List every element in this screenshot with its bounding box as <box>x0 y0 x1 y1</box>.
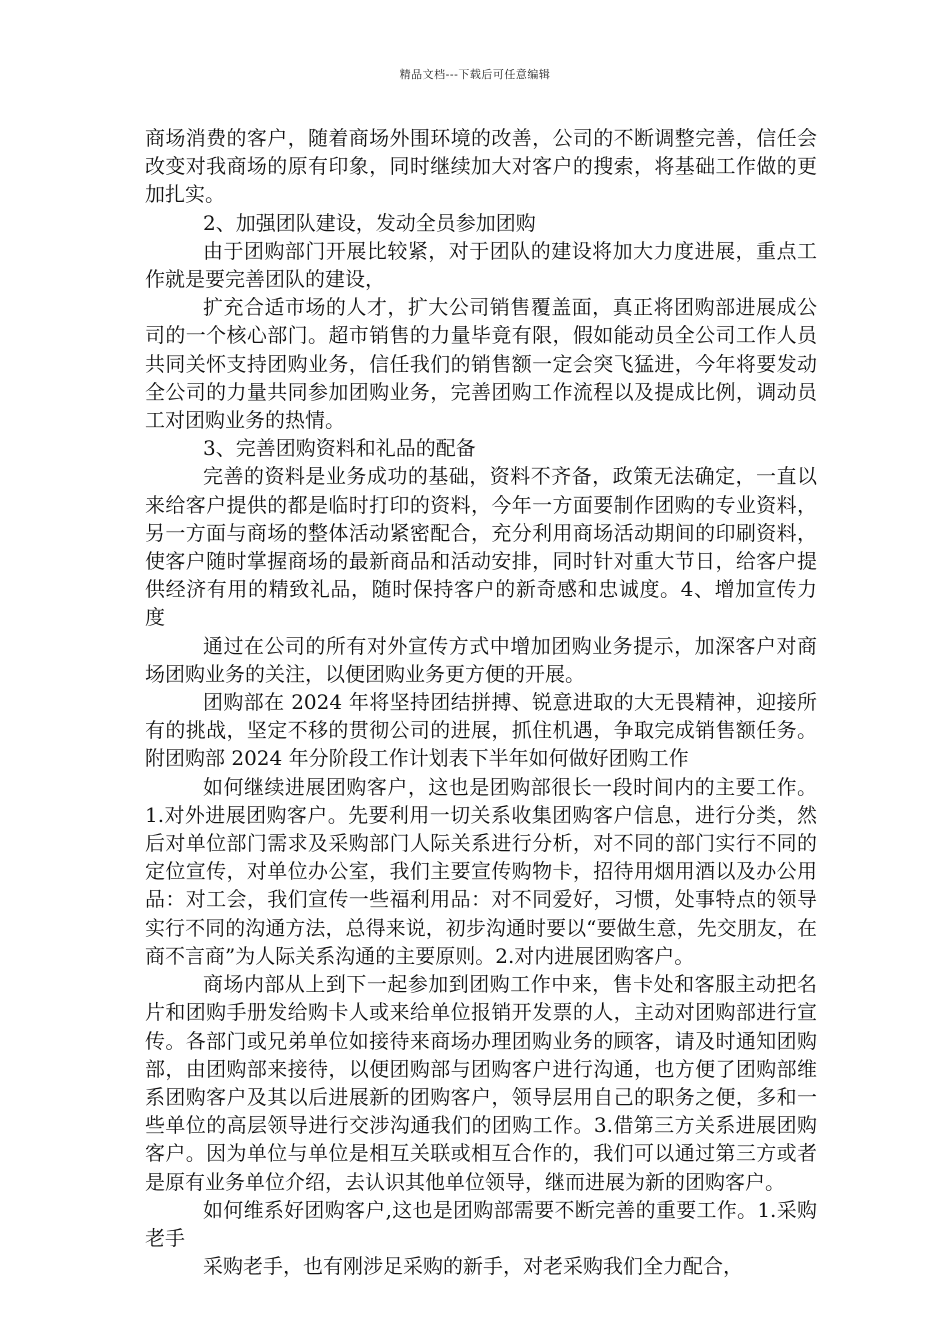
paragraph: 如何维系好团购客户,这也是团购部需要不断完善的重要工作。1.采购老手 <box>145 1197 817 1250</box>
paragraph: 扩充合适市场的人才，扩大公司销售覆盖面，真正将团购部进展成公司的一个核心部门。超市销售的力量毕竟有限，假如能动员全公司工作人员共同关怀支持团购业务，信任我们的销售额一定会突飞猛进，今年将要发动全公司的力量共同参加团购业务，完善团购工作流程以及提成比例，调动员工对团购业务的热情。 <box>145 295 817 433</box>
page-header: 精品文档---下载后可任意编辑 <box>399 68 551 81</box>
section-heading: 2、加强团队建设，发动全员参加团购 <box>203 210 536 235</box>
document-body <box>145 124 817 1280</box>
paragraph: 通过在公司的所有对外宣传方式中增加团购业务提示，加深客户对商场团购业务的关注，以便团购业务更方便的开展。 <box>145 633 817 686</box>
paragraph: 团购部在 2024 年将坚持团结拼搏、锐意进取的大无畏精神，迎接所有的挑战，坚定不移的贯彻公司的进展，抓住机遇，争取完成销售额任务。附团购部 2024 年分阶段工作计划表下半年如何做好团购工作 <box>145 690 817 771</box>
paragraph: 如何继续进展团购客户，这也是团购部很长一段时间内的主要工作。1.对外进展团购客户。先要利用一切关系收集团购客户信息，进行分类，然后对单位部门需求及采购部门人际关系进行分析，对不同的部门实行不同的定位宣传，对单位办公室，我们主要宣传购物卡，招待用烟用酒以及办公用品：对工会，我们宣传一些福利用品：对不同爱好，习惯，处事特点的领导实行不同的沟通方法，总得来说，初步沟通时要以“要做生意，先交朋友，在商不言商”为人际关系沟通的主要原则。2.对内进展团购客户。 <box>145 774 817 968</box>
paragraph: 完善的资料是业务成功的基础，资料不齐备，政策无法确定，一直以来给客户提供的都是临时打印的资料，今年一方面要制作团购的专业资料，另一方面与商场的整体活动紧密配合，充分利用商场活动期间的印刷资料，使客户随时掌握商场的最新商品和活动安排，同时针对重大节日，给客户提供经济有用的精致礼品，随时保持客户的新奇感和忠诚度。4、增加宣传力度 <box>145 464 817 630</box>
paragraph: 采购老手，也有刚涉足采购的新手，对老采购我们全力配合， <box>203 1254 743 1279</box>
paragraph: 由于团购部门开展比较紧，对于团队的建设将加大力度进展，重点工作就是要完善团队的建设， <box>145 238 817 292</box>
paragraph: 商场内部从上到下一起参加到团购工作中来，售卡处和客服主动把名片和团购手册发给购卡人或来给单位报销开发票的人，主动对团购部进行宣传。各部门或兄弟单位如接待来商场办理团购业务的顾客，请及时通知团购部，由团购部来接待，以便团购部与团购客户进行沟通，也方便了团购部维系团购客户及其以后进展新的团购客户，领导层用自己的职务之便，多和一些单位的高层领导进行交涉沟通我们的团购工作。3.借第三方关系进展团购客户。因为单位与单位是相互关联或相互合作的，我们可以通过第三方或者是原有业务单位介绍，去认识其他单位领导，继而进展为新的团购客户。 <box>145 972 817 1194</box>
paragraph: 商场消费的客户，随着商场外围环境的改善，公司的不断调整完善，信任会改变对我商场的原有印象，同时继续加大对客户的搜索，将基础工作做的更加扎实。 <box>145 126 817 207</box>
section-heading: 3、完善团购资料和礼品的配备 <box>203 436 476 461</box>
